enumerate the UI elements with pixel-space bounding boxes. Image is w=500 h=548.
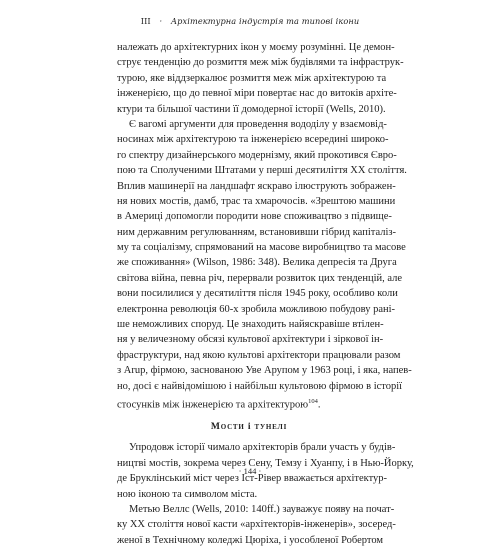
- line-text: но, досі є найвідомішою і найбільш культовою фірмою в історії: [117, 380, 403, 392]
- text-line: [117, 394, 381, 409]
- text-line: [117, 148, 397, 163]
- line-text: в Америці допомогли породити нове споживацтво з підвище-: [117, 211, 392, 223]
- line-text: ше неможливих споруд. Це знаходить найяскравіше втілен-: [117, 319, 384, 331]
- line-text: інженерією, що до певної міри повертає нас до витоків архіте-: [117, 88, 397, 100]
- text-line: [117, 71, 387, 86]
- text-line: [117, 317, 384, 332]
- running-header: [0, 16, 500, 26]
- heading-word-main: Мости: [210, 421, 245, 433]
- text-line: [117, 117, 387, 132]
- line-text: пою та Сполученими Штатами у перші десятиліття XX століття.: [117, 165, 407, 177]
- text-line: [117, 86, 397, 101]
- part-number: III: [140, 16, 151, 26]
- line-text: з Arup, фірмою, заснованою Уве Арупом у 1963 році, і яка, напев-: [117, 365, 412, 377]
- text-line: [117, 379, 403, 394]
- line-text: носинах між архітектурою та інженерією всередині широко-: [117, 134, 389, 146]
- text-line: [117, 240, 406, 255]
- text-line: [117, 363, 412, 378]
- line-text: женої в Технічному коледжі Цюріха, і уособленої Робертом: [117, 534, 384, 546]
- text-line: [117, 440, 396, 455]
- header-separator: ·: [159, 16, 163, 26]
- text-line: [117, 286, 398, 301]
- text-block-upper: [117, 40, 412, 411]
- line-text: же споживання» (Wilson, 1986: 348). Велика депресія та Друга: [117, 257, 397, 269]
- section-heading: [117, 417, 381, 436]
- line-text: вони посилилися у десятиліття після 1945 року, особливо коли: [117, 288, 398, 300]
- text-line: [117, 132, 389, 147]
- text-line: [117, 255, 397, 270]
- line-text: належать до архітектурних ікон у моєму розумінні. Це демон-: [117, 42, 395, 53]
- text-line: [117, 55, 404, 70]
- text-line: [117, 502, 395, 517]
- line-text: де Бруклінський міст через Іст-Рівер вважається архітектур-: [117, 473, 388, 485]
- line-text: Упродовж історії чимало архітекторів брали участь у будів-: [129, 442, 396, 454]
- text-line: [117, 487, 381, 502]
- line-text: му та соціалізму, спрямований на масове виробництво та масове: [117, 242, 406, 254]
- line-text: ництві мостів, зокрема через Сену, Темзу і Хуанпу, і в Нью-Йорку,: [117, 457, 414, 469]
- text-line: [117, 302, 396, 317]
- text-line: [117, 348, 401, 363]
- line-text: ку XX століття нової касти «архітекторів-інженерів», зосеред-: [117, 519, 396, 531]
- text-line: [117, 517, 396, 532]
- line-text: світова війна, певна річ, перервали розвиток цих тенденцій, але: [117, 272, 403, 284]
- text-line: [117, 194, 396, 209]
- line-text: го спектру дизайнерського модернізму, який прокотився Євро-: [117, 149, 397, 161]
- text-line: [117, 225, 397, 240]
- text-line: [117, 209, 392, 224]
- line-text: турою, яке віддзеркалює розмиття меж між архітектурою та: [117, 72, 387, 84]
- line-text: ня у величезному обсязі культової архітектури і зіркової ін-: [117, 334, 384, 346]
- line-text: Вплив машинерії на ландшафт яскраво ілюструють зображен-: [117, 180, 396, 192]
- line-text: струє тенденцію до розмиття меж між будівлями та інфраструк-: [117, 57, 404, 69]
- text-line: [117, 102, 386, 117]
- page-number: · 144 ·: [238, 466, 262, 476]
- line-text: ктури та більшої частини її домодерної історії (Wells, 2010).: [117, 103, 386, 115]
- text-line: [117, 533, 384, 548]
- line-text: Є вагомі аргументи для проведення вододілу у взаємовід-: [129, 118, 387, 130]
- footnote-marker: 104: [308, 397, 318, 405]
- line-tail: .: [317, 399, 321, 411]
- line-text: фраструктури, над якою культові архітектори працювали разом: [117, 349, 401, 361]
- line-text: стосунків між інженерією та архітектурою: [117, 399, 309, 411]
- text-line: [117, 163, 407, 178]
- line-text: ною іконою та символом міста.: [117, 488, 258, 500]
- line-text: Метью Веллс (Wells, 2010: 140ff.) зауважує появу на почат-: [129, 503, 395, 515]
- line-text: електронна революція 60-х зробила можливою побудову рані-: [117, 303, 396, 315]
- text-line: [117, 179, 396, 194]
- text-line: [117, 40, 395, 55]
- heading-word-rest: тунелі: [254, 421, 288, 433]
- line-text: ня нових мостів, дамб, трас та хмарочосів. «Зрештою машини: [117, 195, 396, 207]
- text-line: [117, 271, 403, 286]
- text-block-lower: [117, 440, 414, 548]
- heading-word-connector: і: [247, 421, 252, 433]
- chapter-title: Архітектурна індустрія та типові ікони: [170, 16, 360, 26]
- line-text: ним державним регулюванням, встановивши гібрид капіталіз-: [117, 226, 397, 238]
- text-line: [117, 332, 384, 347]
